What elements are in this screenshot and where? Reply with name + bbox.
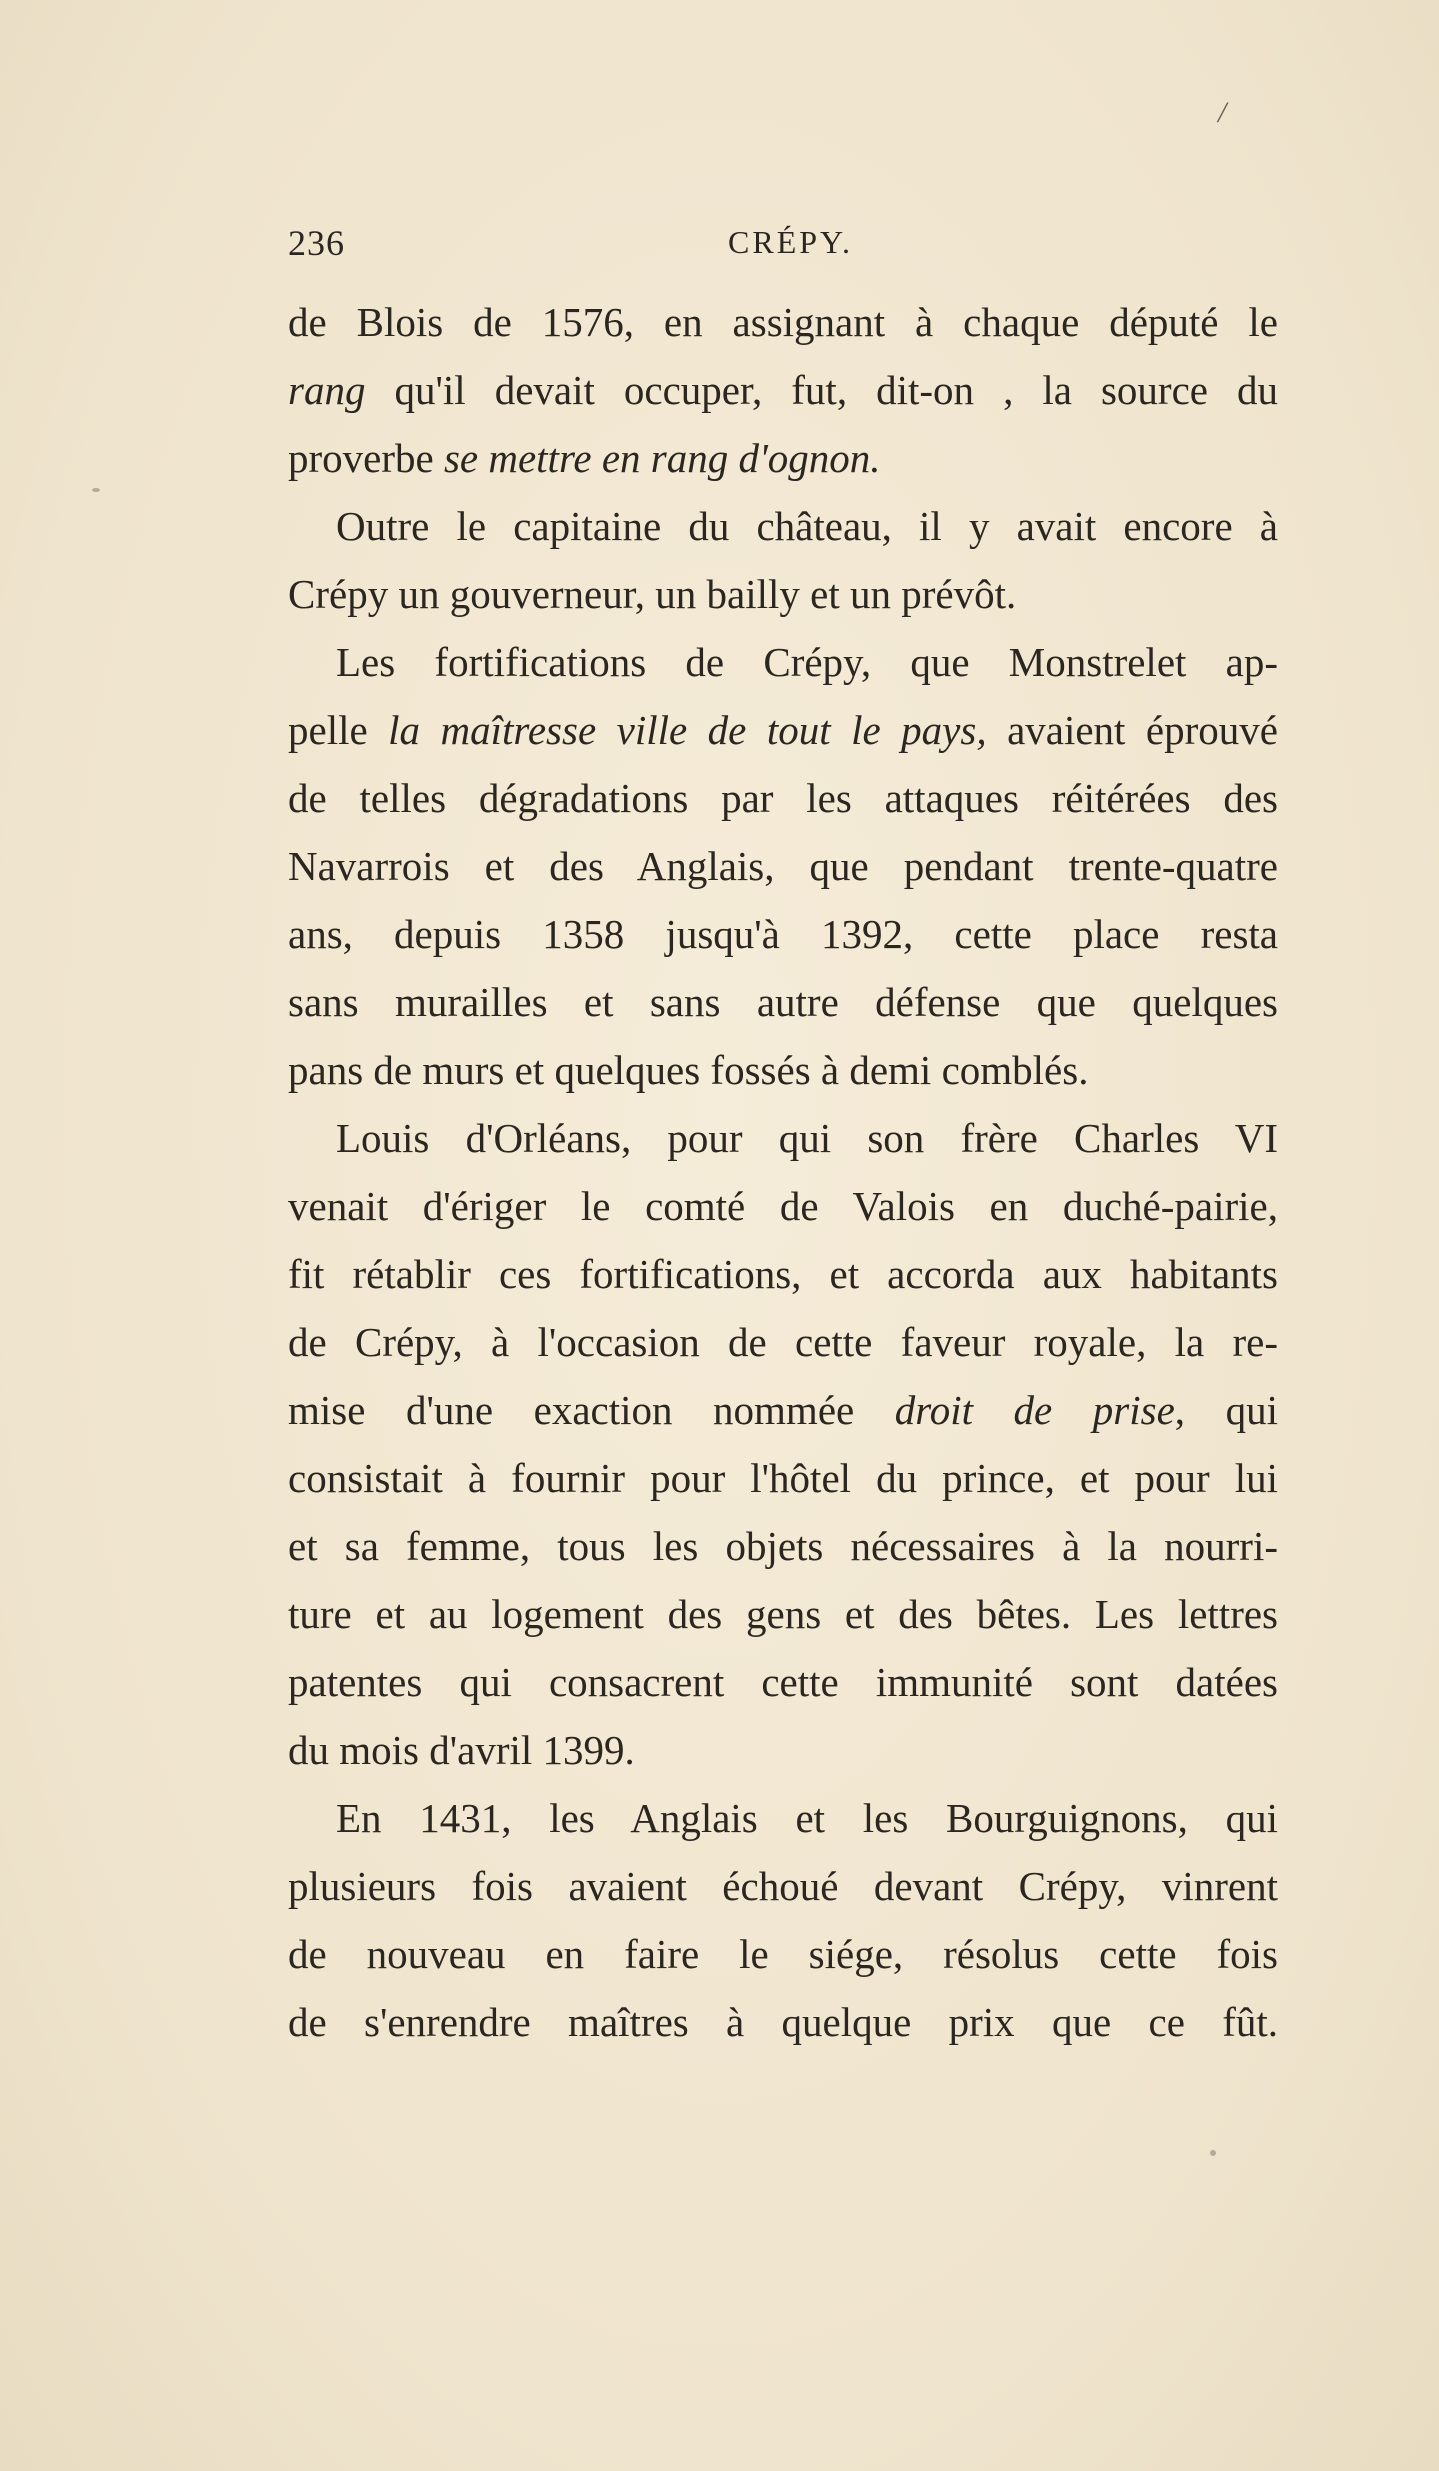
text-line: ture et au logement des gens et des bêtes. Les lettres — [288, 1591, 1278, 1637]
text-line: Les fortifications de Crépy, que Monstrelet ap- — [336, 639, 1278, 685]
text-line: rang qu'il devait occuper, fut, dit-on , la source du — [288, 367, 1278, 413]
italic-phrase: rang — [288, 367, 366, 413]
text-line: de Blois de 1576, en assignant à chaque député le — [288, 299, 1278, 345]
italic-phrase: la maîtresse ville de tout le pays, — [388, 707, 987, 753]
text-line: En 1431, les Anglais et les Bourguignons, qui — [336, 1795, 1278, 1841]
corner-mark: / — [1218, 96, 1227, 129]
text-line: pelle la maîtresse ville de tout le pays, avaient éprouvé — [288, 707, 1278, 753]
text-line: Outre le capitaine du château, il y avait encore à — [336, 503, 1278, 549]
paper-speck — [92, 488, 100, 492]
running-title: CRÉPY. — [728, 224, 854, 260]
italic-phrase: se mettre en rang d'ognon. — [443, 435, 881, 481]
text-line: pans de murs et quelques fossés à demi comblés. — [288, 1047, 1089, 1093]
running-head — [288, 222, 1278, 270]
body-text — [288, 288, 1278, 2056]
text-line: de s'enrendre maîtres à quelque prix que ce fût. — [288, 1999, 1278, 2045]
text-line: de nouveau en faire le siége, résolus cette fois — [288, 1931, 1278, 1977]
text-line: ans, depuis 1358 jusqu'à 1392, cette place resta — [288, 911, 1278, 957]
text-line: mise d'une exaction nommée droit de prise, qui — [288, 1387, 1278, 1433]
text-line: sans murailles et sans autre défense que quelques — [288, 979, 1278, 1025]
page-number: 236 — [288, 223, 345, 263]
text-line: de Crépy, à l'occasion de cette faveur royale, la re- — [288, 1319, 1278, 1365]
text-line: et sa femme, tous les objets nécessaires à la nourri- — [288, 1523, 1278, 1569]
text-line: Louis d'Orléans, pour qui son frère Charles VI — [336, 1115, 1278, 1161]
text-line: proverbe se mettre en rang d'ognon. — [288, 435, 881, 481]
text-line: de telles dégradations par les attaques réitérées des — [288, 775, 1278, 821]
text-line: patentes qui consacrent cette immunité sont datées — [288, 1659, 1278, 1705]
text-line: plusieurs fois avaient échoué devant Crépy, vinrent — [288, 1863, 1278, 1909]
text-line: Navarrois et des Anglais, que pendant trente-quatre — [288, 843, 1278, 889]
text-line: du mois d'avril 1399. — [288, 1727, 635, 1773]
text-line: Crépy un gouverneur, un bailly et un prévôt. — [288, 571, 1017, 617]
text-line: venait d'ériger le comté de Valois en duché-pairie, — [288, 1183, 1278, 1229]
text-line: consistait à fournir pour l'hôtel du prince, et pour lui — [288, 1455, 1278, 1501]
text-line: fit rétablir ces fortifications, et accorda aux habitants — [288, 1251, 1278, 1297]
italic-phrase: droit de prise — [894, 1387, 1175, 1433]
paper-speck — [1210, 2150, 1216, 2156]
